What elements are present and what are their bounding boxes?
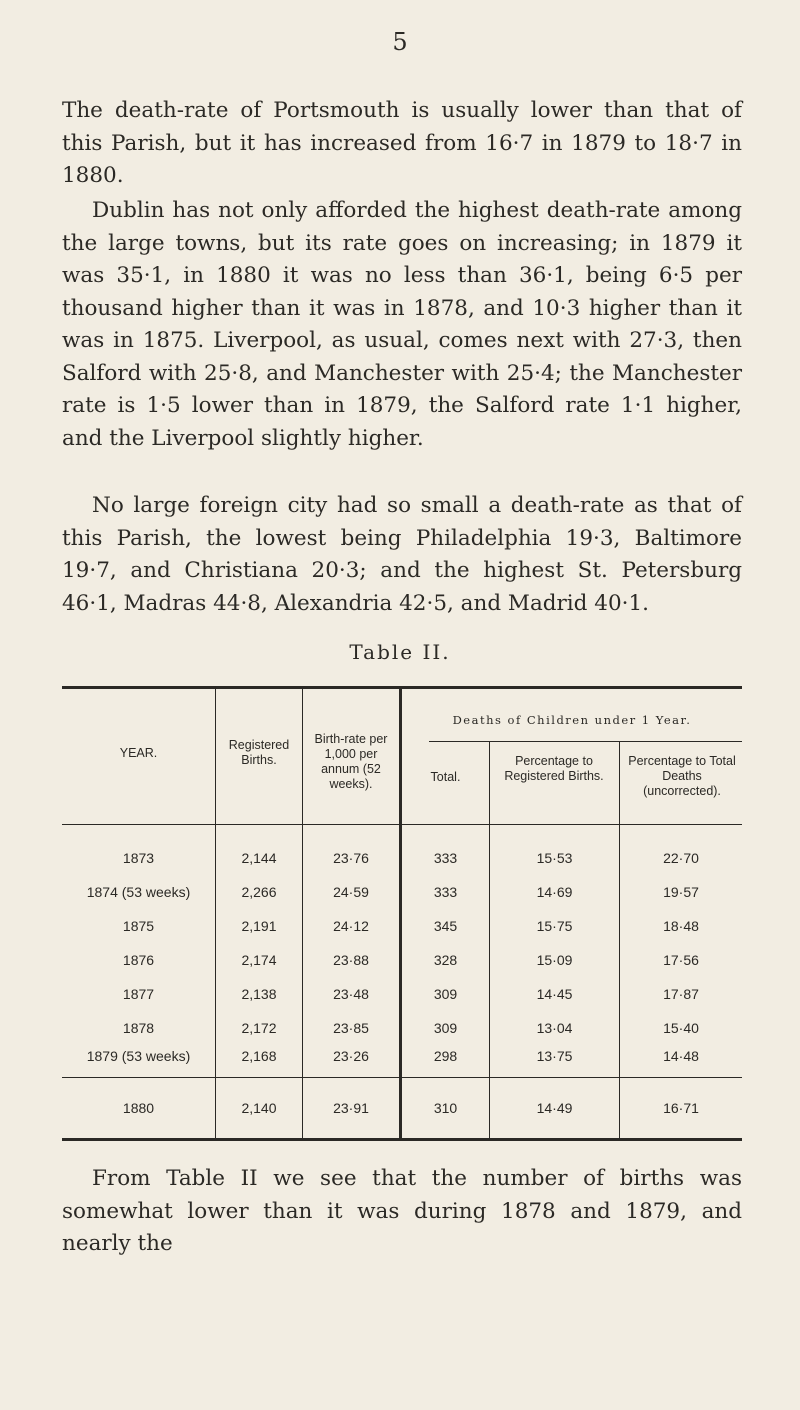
column-divider bbox=[489, 741, 490, 1138]
cell-total: 333 bbox=[433, 850, 458, 866]
page-number: 5 bbox=[392, 28, 408, 56]
group-header-rule bbox=[429, 741, 742, 742]
cell-births: 2,172 bbox=[241, 1020, 277, 1036]
cell-births: 2,144 bbox=[241, 850, 277, 866]
cell-pct-births: 13·75 bbox=[536, 1048, 573, 1064]
cell-year: 1876 bbox=[122, 952, 155, 968]
cell-total: 333 bbox=[433, 884, 458, 900]
table-bottom-rule bbox=[62, 1138, 742, 1141]
cell-rate: 23·85 bbox=[333, 1020, 369, 1036]
header-birth-rate: Birth-rate per 1,000 per annum (52 weeks). bbox=[314, 732, 388, 791]
cell-year: 1879 (53 weeks) bbox=[86, 1048, 191, 1064]
cell-pct-births: 14·69 bbox=[536, 884, 573, 900]
cell-pct-births: 15·75 bbox=[536, 918, 573, 934]
cell-births: 2,191 bbox=[241, 918, 277, 934]
header-registered-births: Registered Births. bbox=[228, 738, 290, 767]
table-ii bbox=[62, 686, 742, 1142]
cell-pct-deaths: 15·40 bbox=[663, 1020, 699, 1036]
cell-total: 309 bbox=[433, 1020, 458, 1036]
cell-total: 309 bbox=[433, 986, 458, 1002]
header-rule bbox=[62, 824, 742, 825]
cell-pct-deaths: 17·87 bbox=[663, 986, 699, 1002]
cell-pct-deaths: 14·48 bbox=[663, 1048, 699, 1064]
cell-births: 2,266 bbox=[241, 884, 277, 900]
paragraph-dublin: Dublin has not only afforded the highest death-rate among the large towns, but its rate goes on increasing; in 1879 it was 35·1, in 1880 it was no less than 36·1, being 6·5 per thousand higher than it was in 1878, and 10·3 higher than it was in 1875. Liverpool, as usual, comes next with 27·3, then Salford with 25·8, and Manchester with 25·4; the Manchester rate is 1·5 lower than in 1879, the Salford rate 1·1 higher, and the Liverpool slightly higher. bbox=[62, 198, 742, 451]
cell-rate: 23·88 bbox=[333, 952, 369, 968]
header-total: Total. bbox=[430, 770, 461, 784]
paragraph-foreign-cities: No large foreign city had so small a death-rate as that of this Parish, the lowest being Philadelphia 19·3, Baltimore 19·7, and Christiana 20·3; and the highest St. Petersburg 46·1, Madras 44·8, Alexandria 42·5, and Madrid 40·1. bbox=[62, 493, 742, 616]
cell-total: 345 bbox=[433, 918, 458, 934]
column-divider bbox=[619, 741, 620, 1138]
cell-total: 298 bbox=[433, 1048, 458, 1064]
cell-total: 310 bbox=[433, 1100, 458, 1116]
cell-pct-deaths: 17·56 bbox=[663, 952, 699, 968]
cell-total: 328 bbox=[433, 952, 458, 968]
column-divider bbox=[399, 689, 402, 1138]
paragraph-table-summary: From Table II we see that the number of births was somewhat lower than it was during 1878 and 1879, and nearly the bbox=[62, 1166, 742, 1256]
header-deaths-group: Deaths of Children under 1 Year. bbox=[452, 713, 692, 727]
header-pct-births: Percentage to Registered Births. bbox=[504, 754, 604, 783]
cell-pct-deaths: 16·71 bbox=[663, 1100, 699, 1116]
cell-year: 1877 bbox=[122, 986, 155, 1002]
cell-rate: 23·48 bbox=[333, 986, 369, 1002]
cell-pct-births: 15·53 bbox=[536, 850, 573, 866]
paragraph-portsmouth: The death-rate of Portsmouth is usually lower than that of this Parish, but it has increased from 16·7 in 1879 to 18·7 in 1880. bbox=[62, 98, 742, 188]
column-divider bbox=[302, 689, 303, 1138]
table-title: Table II. bbox=[349, 640, 451, 664]
cell-births: 2,168 bbox=[241, 1048, 277, 1064]
cell-year: 1878 bbox=[122, 1020, 155, 1036]
cell-year: 1875 bbox=[122, 918, 155, 934]
header-pct-deaths: Percentage to Total Deaths (uncorrected). bbox=[628, 754, 736, 798]
cell-year: 1873 bbox=[122, 850, 155, 866]
cell-births: 2,140 bbox=[241, 1100, 277, 1116]
header-year: YEAR. bbox=[119, 746, 158, 760]
cell-pct-births: 13·04 bbox=[536, 1020, 573, 1036]
cell-pct-births: 15·09 bbox=[536, 952, 573, 968]
cell-pct-deaths: 19·57 bbox=[663, 884, 699, 900]
cell-pct-births: 14·45 bbox=[536, 986, 573, 1002]
cell-rate: 23·76 bbox=[333, 850, 369, 866]
cell-year: 1880 bbox=[122, 1100, 155, 1116]
cell-rate: 24·12 bbox=[333, 918, 369, 934]
cell-rate: 23·91 bbox=[333, 1100, 369, 1116]
cell-births: 2,174 bbox=[241, 952, 277, 968]
cell-rate: 24·59 bbox=[333, 884, 369, 900]
cell-year: 1874 (53 weeks) bbox=[86, 884, 191, 900]
cell-pct-births: 14·49 bbox=[536, 1100, 573, 1116]
cell-rate: 23·26 bbox=[333, 1048, 369, 1064]
cell-pct-deaths: 22·70 bbox=[663, 850, 699, 866]
cell-births: 2,138 bbox=[241, 986, 277, 1002]
table-top-rule bbox=[62, 686, 742, 689]
cell-pct-deaths: 18·48 bbox=[663, 918, 699, 934]
total-rule bbox=[62, 1077, 742, 1078]
